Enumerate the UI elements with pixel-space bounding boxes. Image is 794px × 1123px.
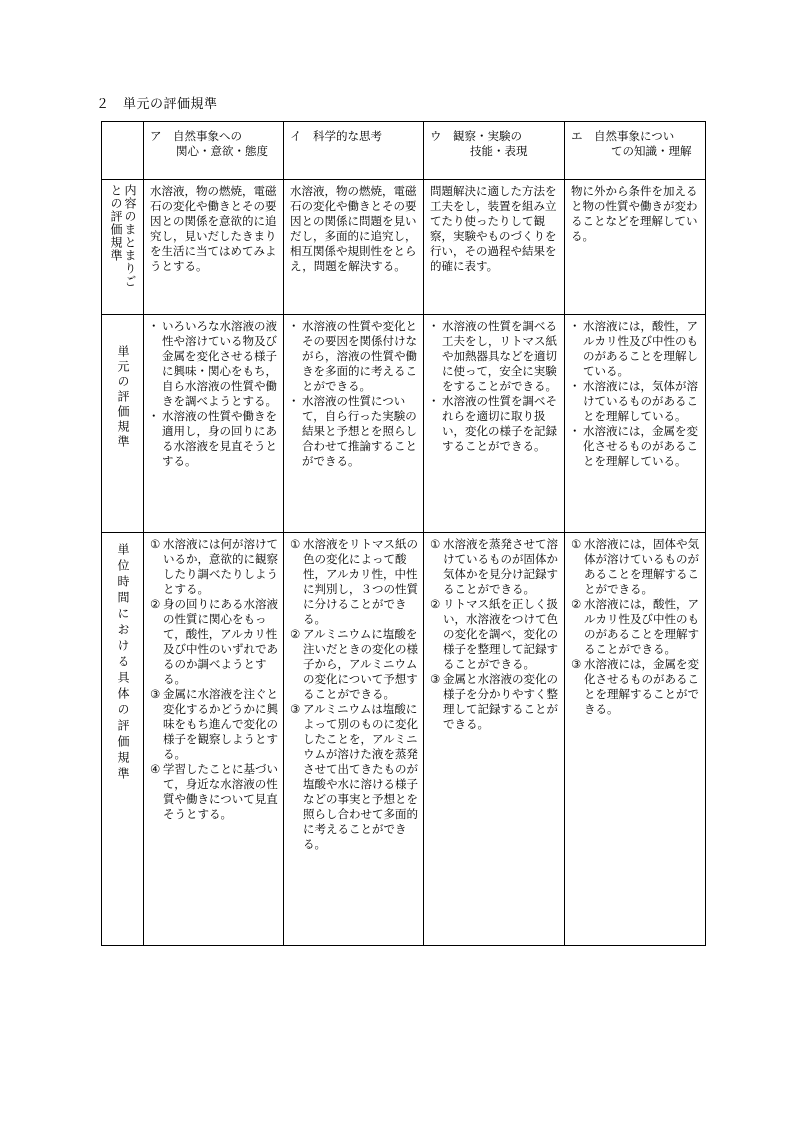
header-thinking: [284, 122, 424, 180]
unit-cell-interest: [144, 315, 284, 533]
row-label-cell: [102, 315, 144, 533]
header-skills-line1: ウ 観察・実験の: [430, 129, 522, 143]
list-item: [150, 537, 278, 597]
header-interest: [144, 122, 284, 180]
table-header-row: [102, 122, 706, 180]
header-skills-line2: 技能・表現: [470, 144, 528, 158]
list-item: ・ 水溶液には，金属を変化させるものがあることを理解している。: [571, 424, 700, 469]
item-text: アルミニウムに塩酸を注いだときの変化の様子から，アルミニウムの変化について予想することができる。: [303, 627, 418, 701]
list-item: [430, 672, 559, 732]
item-text: 水溶液をリトマス紙の色の変化によって酸性，アルカリ性，中性に判別し，３つの性質に分けることができる。: [303, 537, 418, 626]
row-label-cell: [102, 180, 144, 315]
list-item: ・ 水溶液には，気体が溶けているものがあることを理解している。: [571, 379, 700, 424]
list-item: [430, 597, 559, 672]
content-cell-knowledge: 物に外から条件を加えると物の性質や働きが変わることなどを理解している。: [565, 180, 706, 315]
item-text: 学習したことに基づいて，身近な水溶液の性質や働きについて見直そうとする。: [163, 762, 278, 821]
item-number: ③: [571, 657, 582, 671]
content-criteria-row: [102, 180, 706, 315]
list-item: ・ 水溶液の性質を調べそれらを適切に取り扱い，変化の様子を記録することができる。: [430, 394, 559, 454]
row-label-content: 内容のまとまりごとの評価規準: [109, 184, 137, 288]
hour-cell-skills: [424, 533, 565, 946]
item-number: ①: [430, 537, 441, 551]
row-label-hour: 単位時間における具体の評価規準: [116, 543, 130, 783]
list-item: ・ 水溶液の性質について，自ら行った実験の結果と予想とを照らし合わせて推論することができる。: [290, 394, 418, 469]
item-number: ③: [150, 687, 161, 701]
item-number: ④: [150, 762, 161, 776]
item-number: ②: [571, 597, 582, 611]
item-number: ②: [290, 627, 301, 641]
item-text: 身の回りにある水溶液の性質に関心をもって，酸性，アルカリ性及び中性のいずれであるのか調べようとする。: [163, 597, 278, 686]
unit-cell-skills: [424, 315, 565, 533]
unit-cell-thinking: [284, 315, 424, 533]
item-text: 水溶液には，固体や気体が溶けているものがあることを理解することができる。: [584, 537, 699, 596]
list-item: ・ 水溶液の性質や変化とその要因を関係付けながら，溶液の性質や働きを多面的に考えることができる。: [290, 319, 418, 394]
item-text: リトマス紙を正しく扱い，水溶液をつけて色の変化を調べ，変化の様子を整理して記録することができる。: [443, 597, 558, 671]
evaluation-criteria-table: [101, 121, 706, 946]
header-knowledge-line1: エ 自然事象につい: [571, 129, 675, 143]
item-number: ③: [430, 672, 441, 686]
header-skills: [424, 122, 565, 180]
item-text: 水溶液には，酸性，アルカリ性及び中性のものがあることを理解することができる。: [584, 597, 699, 656]
list-item: [571, 537, 700, 597]
item-text: 金属に水溶液を注ぐと変化するかどうかに興味をもち進んで変化の様子を観察しようとする。: [163, 687, 278, 761]
hour-criteria-row: [102, 533, 706, 946]
header-interest-line1: ア 自然事象への: [150, 129, 242, 143]
list-item: ・ いろいろな水溶液の液性や溶けている物及び金属を変化させる様子に興味・関心をもち，自ら水溶液の性質や働きを調べようとする。: [150, 319, 278, 409]
hour-cell-interest: [144, 533, 284, 946]
header-knowledge-line2: ての知識・理解: [611, 144, 692, 158]
list-item: [290, 627, 418, 702]
list-item: [150, 762, 278, 822]
section-title: ２ 単元の評価規準: [96, 97, 218, 112]
list-item: [430, 537, 559, 597]
item-text: 水溶液には，金属を変化させるものがあることを理解することができる。: [584, 657, 699, 716]
item-number: ①: [290, 537, 301, 551]
list-item: ・ 水溶液には，酸性，アルカリ性及び中性のものがあることを理解している。: [571, 319, 700, 379]
item-number: ③: [290, 702, 301, 716]
content-cell-skills: 問題解決に適した方法を工夫をし，装置を組み立てたり使ったりして観察，実験やものづくりを行い，その過程や結果を的確に表す。: [424, 180, 565, 315]
list-item: [150, 687, 278, 762]
hour-cell-knowledge: [565, 533, 706, 946]
hour-cell-thinking: [284, 533, 424, 946]
content-cell-interest: 水溶液，物の燃焼，電磁石の変化や働きとその要因との関係を意欲的に追究し，見いだしたきまりを生活に当てはめてみようとする。: [144, 180, 284, 315]
header-thinking-line1: イ 科学的な思考: [290, 129, 382, 143]
row-label-cell: [102, 533, 144, 946]
item-text: 水溶液を蒸発させて溶けているものが固体か気体かを見分け記録することができる。: [443, 537, 558, 596]
content-cell-thinking: 水溶液，物の燃焼，電磁石の変化や働きとその要因との関係に問題を見いだし，多面的に追究し，相互関係や規則性をとらえ，問題を解決する。: [284, 180, 424, 315]
list-item: [150, 597, 278, 687]
item-number: ①: [150, 537, 161, 551]
list-item: [571, 657, 700, 717]
item-text: 水溶液には何が溶けているか，意欲的に観察したり調べたりしようとする。: [163, 537, 278, 596]
item-number: ②: [150, 597, 161, 611]
header-interest-line2: 関心・意欲・態度: [176, 144, 268, 158]
corner-cell: [102, 122, 144, 180]
item-number: ②: [430, 597, 441, 611]
item-text: 金属と水溶液の変化の様子を分かりやすく整理して記録することができる。: [443, 672, 558, 731]
item-number: ①: [571, 537, 582, 551]
list-item: ・ 水溶液の性質や働きを適用し，身の回りにある水溶液を見直そうとする。: [150, 409, 278, 469]
list-item: ・ 水溶液の性質を調べる工夫をし，リトマス紙や加熱器具などを適切に使って，安全に実験をすることができる。: [430, 319, 559, 394]
header-knowledge: [565, 122, 706, 180]
item-text: アルミニウムは塩酸によって別のものに変化したことを，アルミニウムが溶けた液を蒸発させて出てきたものが塩酸や水に溶ける様子などの事実と予想とを照らし合わせて多面的に考えることができる。: [303, 702, 418, 851]
row-label-unit: 単元の評価規準: [116, 345, 130, 450]
list-item: [571, 597, 700, 657]
unit-criteria-row: [102, 315, 706, 533]
list-item: [290, 537, 418, 627]
list-item: [290, 702, 418, 852]
unit-cell-knowledge: [565, 315, 706, 533]
